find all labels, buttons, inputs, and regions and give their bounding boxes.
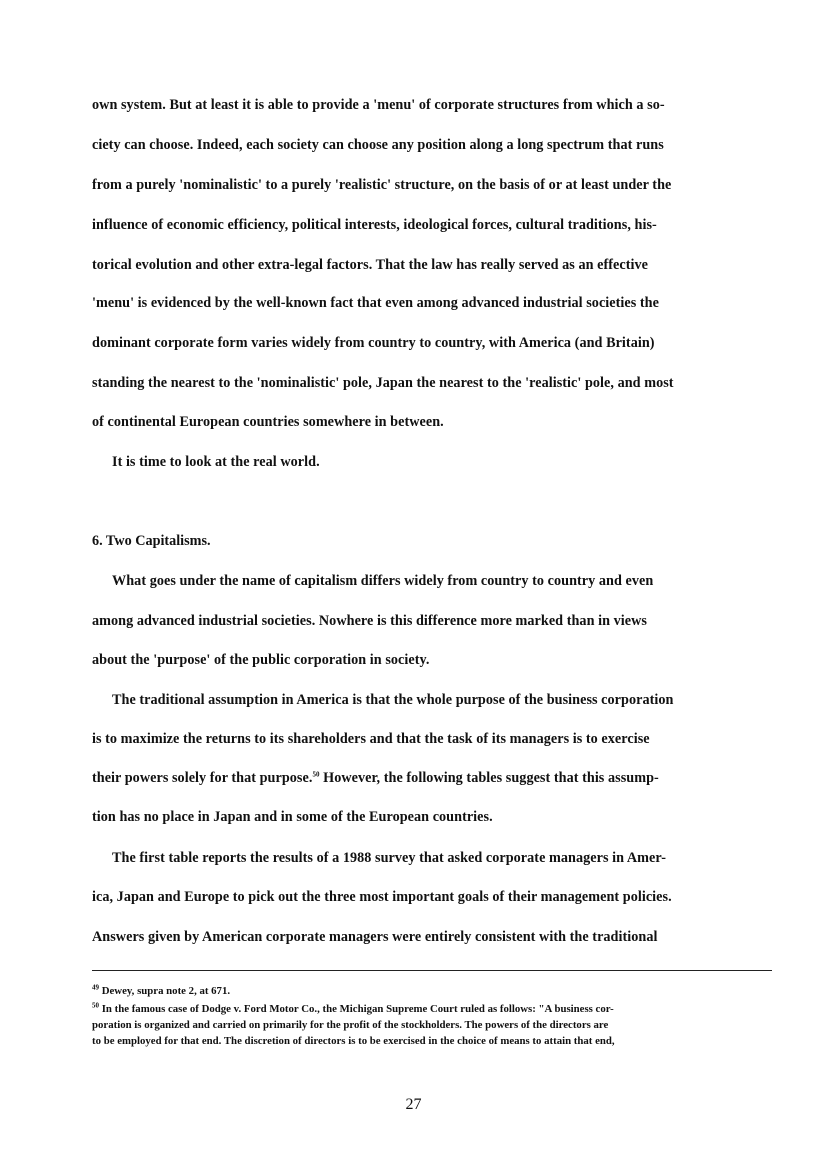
footnote-ref: 50: [312, 770, 320, 779]
footnote-text: Dewey, supra note 2, at 671.: [99, 985, 231, 997]
footnote-50: [92, 1003, 772, 1016]
footnote-number: 50: [92, 1001, 99, 1010]
body-line: ica, Japan and Europe to pick out the three most important goals of their management policies.: [92, 889, 672, 905]
body-text: their powers solely for that purpose.: [92, 770, 313, 786]
body-line: The traditional assumption in America is that the whole purpose of the business corporation: [112, 692, 674, 708]
body-line: Answers given by American corporate managers were entirely consistent with the traditional: [92, 929, 658, 945]
section-heading: 6. Two Capitalisms.: [92, 533, 211, 549]
footnote-number: 49: [92, 983, 99, 992]
body-line: own system. But at least it is able to provide a 'menu' of corporate structures from which a so-: [92, 97, 665, 113]
body-line: is to maximize the returns to its shareholders and that the task of its managers is to exercise: [92, 731, 650, 747]
footnote-line: to be employed for that end. The discretion of directors is to be exercised in the choice of means to attain that end,: [92, 1035, 615, 1047]
footnote-line: poration is organized and carried on primarily for the profit of the stockholders. The powers of the directors are: [92, 1019, 609, 1031]
body-line: about the 'purpose' of the public corporation in society.: [92, 652, 430, 668]
body-line: [92, 769, 772, 787]
body-line: influence of economic efficiency, political interests, ideological forces, cultural traditions, his-: [92, 217, 657, 233]
body-line: 'menu' is evidenced by the well-known fact that even among advanced industrial societies the: [92, 295, 659, 311]
body-line: tion has no place in Japan and in some of the European countries.: [92, 809, 493, 825]
body-line: ciety can choose. Indeed, each society can choose any position along a long spectrum that runs: [92, 137, 664, 153]
page-number: 27: [405, 1096, 422, 1113]
body-line: among advanced industrial societies. Nowhere is this difference more marked than in views: [92, 613, 647, 629]
body-line: from a purely 'nominalistic' to a purely 'realistic' structure, on the basis of or at least under the: [92, 177, 672, 193]
footnote-text: In the famous case of Dodge v. Ford Motor Co., the Michigan Supreme Court ruled as follows: "A business cor-: [99, 1003, 614, 1015]
body-line: What goes under the name of capitalism differs widely from country to country and even: [112, 573, 654, 589]
body-line: The first table reports the results of a 1988 survey that asked corporate managers in Amer-: [112, 850, 666, 866]
body-line: It is time to look at the real world.: [112, 454, 320, 470]
body-line: dominant corporate form varies widely from country to country, with America (and Britain): [92, 335, 655, 351]
footnote-separator: [92, 970, 772, 971]
body-line: standing the nearest to the 'nominalistic' pole, Japan the nearest to the 'realistic' pole, and most: [92, 375, 674, 391]
body-line: torical evolution and other extra-legal factors. That the law has really served as an effective: [92, 257, 648, 273]
body-line: of continental European countries somewhere in between.: [92, 414, 444, 430]
footnote-49: [92, 985, 772, 998]
body-text: However, the following tables suggest that this assump-: [319, 770, 659, 786]
